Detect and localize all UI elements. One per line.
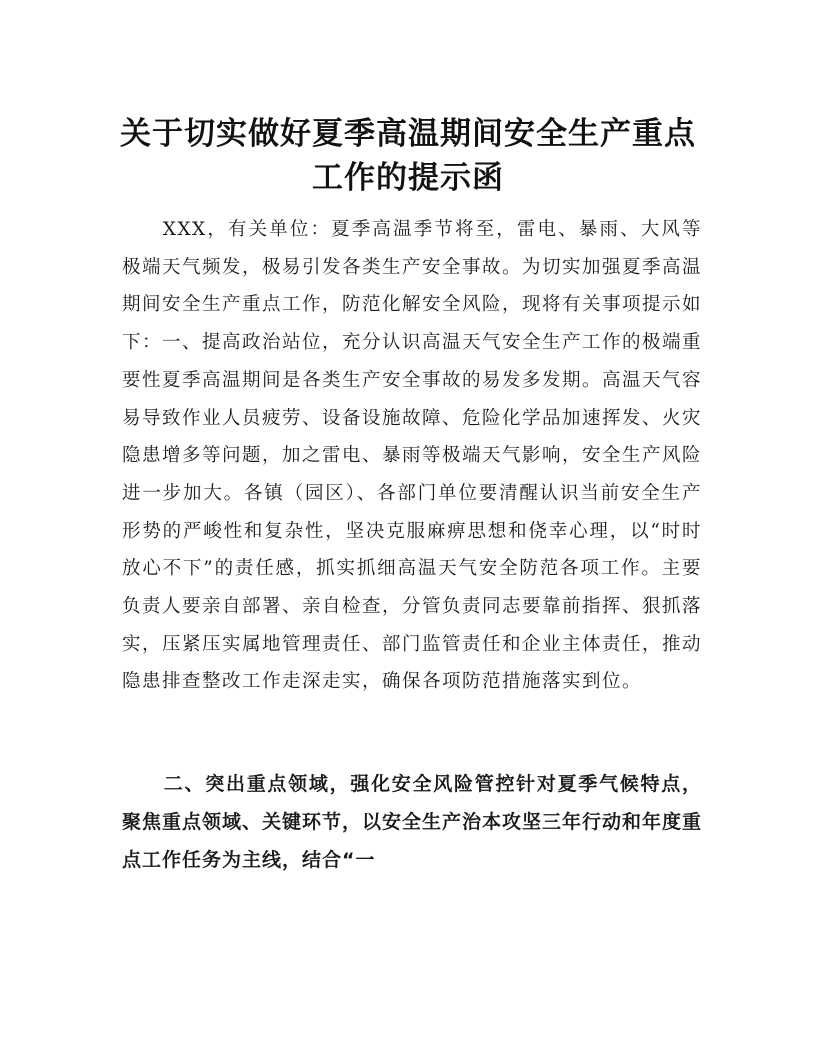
body-paragraph-2-heading: 二、突出重点领域，强化安全风险管控针对夏季气候特点，聚焦重点领域、关键环节，以安全生产治本攻坚三年行动和年度重点工作任务为主线，结合“一 (122, 773, 703, 871)
body-paragraph-1: XXX，有关单位：夏季高温季节将至，雷电、暴雨、大风等极端天气频发，极易引发各类生产安全事故。为切实加强夏季高温期间安全生产重点工作，防范化解安全风险，现将有关事项提示如下：一、提高政治站位，充分认识高温天气安全生产工作的极端重要性夏季高温期间是各类生产安全事故的易发多发期。高温天气容易导致作业人员疲劳、设备设施故障、危险化学品加速挥发、火灾隐患增多等问题，加之雷电、暴雨等极端天气影响，安全生产风险进一步加大。各镇（园区）、各部门单位要清醒认识当前安全生产形势的严峻性和复杂性，坚决克服麻痹思想和侥幸心理，以“时时放心不下”的责任感，抓实抓细高温天气安全防范各项工作。主要负责人要亲自部署、亲自检查，分管负责同志要靠前指挥、狠抓落实，压紧压实属地管理责任、部门监管责任和企业主体责任，推动隐患排查整改工作走深走实，确保各项防范措施落实到位。 (122, 219, 703, 693)
document-title: 关于切实做好夏季高温期间安全生产重点工作的提示函 (120, 116, 696, 196)
